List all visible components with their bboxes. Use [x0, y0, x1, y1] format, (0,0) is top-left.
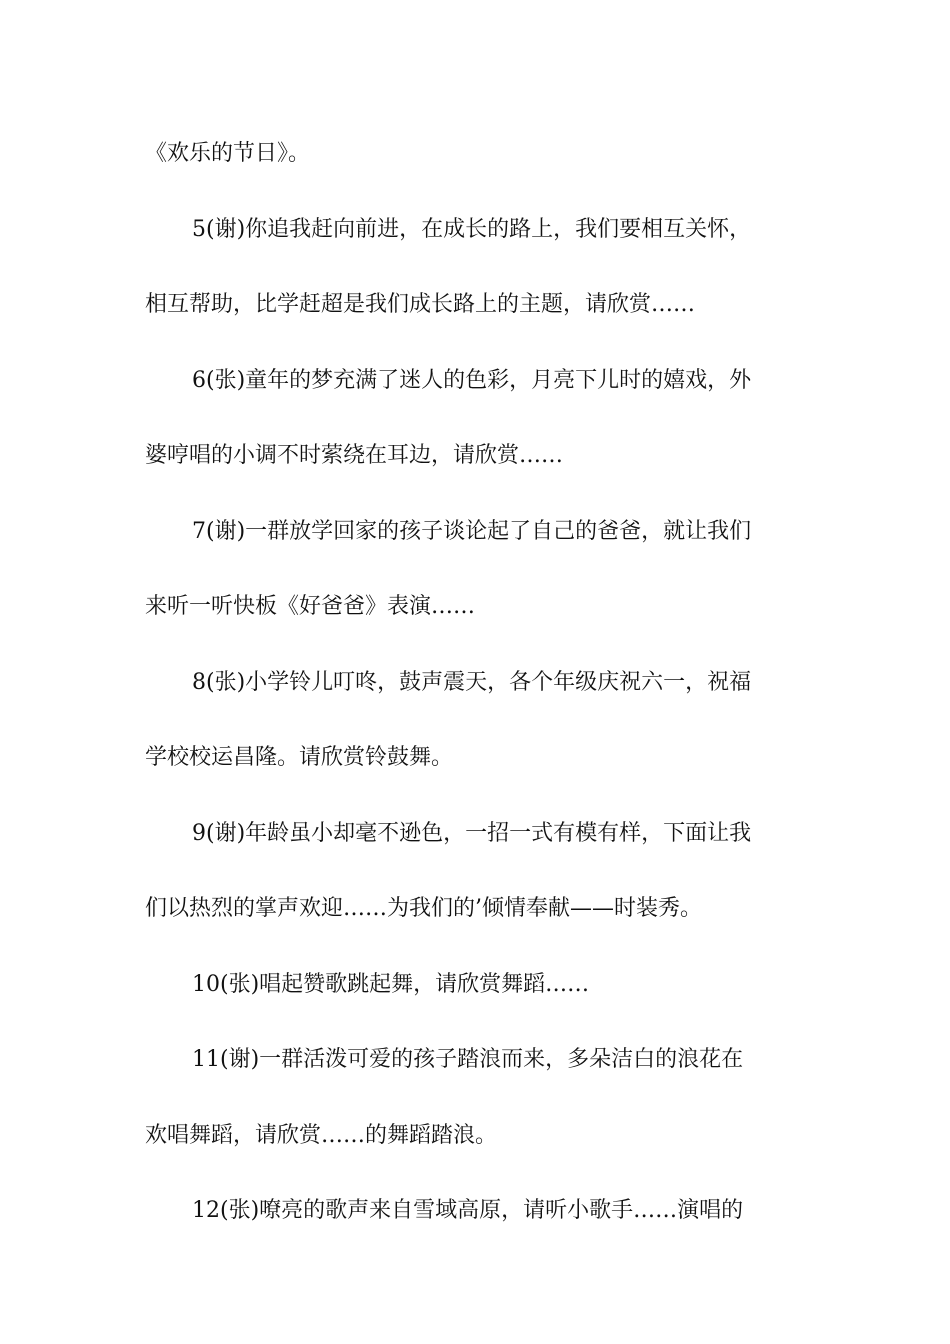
document-body: [145, 134, 815, 1267]
paragraph-first-line: 7(谢)一群放学回家的孩子谈论起了自己的爸爸，就让我们: [192, 518, 752, 544]
text-line: 婆哼唱的小调不时萦绕在耳边，请欣赏……: [145, 443, 564, 468]
paragraph-first-line: 6(张)童年的梦充满了迷人的色彩，月亮下儿时的嬉戏，外: [192, 367, 752, 393]
paragraph-first-line: 8(张)小学铃儿叮咚，鼓声震天，各个年级庆祝六一，祝福: [192, 669, 752, 695]
text-line: 学校校运昌隆。请欣赏铃鼓舞。: [145, 745, 454, 770]
paragraph-first-line: 12(张)嘹亮的歌声来自雪域高原，请听小歌手……演唱的: [192, 1198, 744, 1223]
paragraph-first-line: 5(谢)你追我赶向前进，在成长的路上，我们要相互关怀，: [192, 216, 752, 242]
text-line: 们以热烈的掌声欢迎……为我们的’倾情奉献——时装秀。: [145, 896, 702, 921]
paragraph-first-line: 10(张)唱起赞歌跳起舞，请欣赏舞蹈……: [192, 971, 590, 997]
text-line: 欢唱舞蹈，请欣赏……的舞蹈踏浪。: [145, 1122, 498, 1148]
text-line: 来听一听快板《好爸爸》表演……: [145, 594, 476, 619]
paragraph-first-line: 11(谢)一群活泼可爱的孩子踏浪而来，多朵洁白的浪花在: [192, 1047, 744, 1072]
text-line: 《欢乐的节日》。: [145, 141, 311, 166]
paragraph-first-line: 9(谢)年龄虽小却毫不逊色，一招一式有模有样，下面让我: [192, 820, 752, 846]
text-line: 相互帮助，比学赶超是我们成长路上的主题，请欣赏……: [145, 292, 696, 317]
